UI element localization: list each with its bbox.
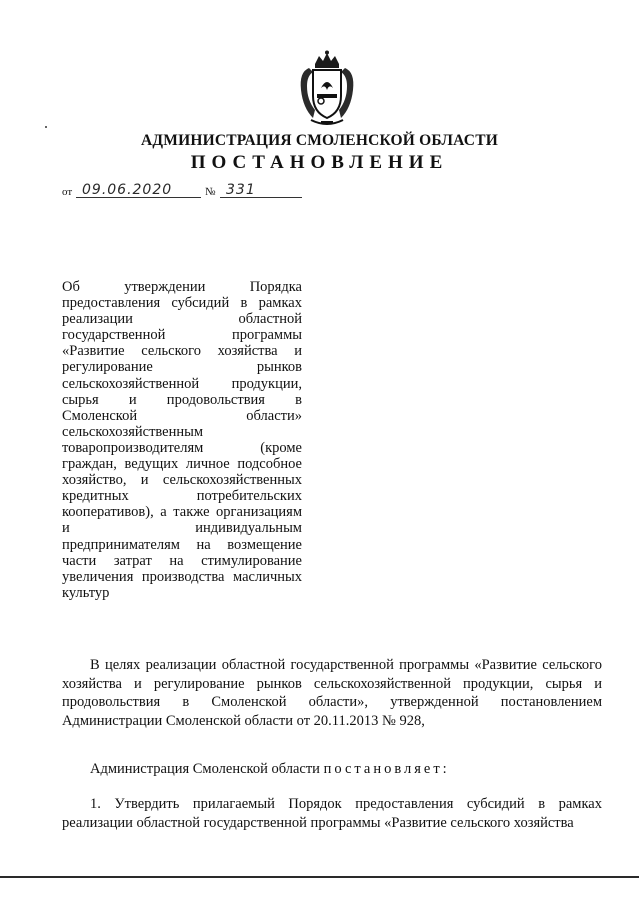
handwritten-number: 331 bbox=[226, 182, 256, 198]
subject-line: товаропроизводителям (кроме bbox=[62, 439, 302, 456]
subject-line: сельскохозяйственным bbox=[62, 423, 204, 440]
subject-line: сырья и продовольствия в bbox=[62, 391, 302, 408]
subject-line: хозяйство, и сельскохозяйственных bbox=[62, 472, 302, 489]
subject-line: увеличения производства масличных bbox=[62, 568, 302, 585]
scan-speck bbox=[45, 126, 47, 128]
subject-line: государственной программы bbox=[62, 327, 302, 344]
resolution-paragraph bbox=[62, 760, 602, 779]
subject-line: «Развитие сельского хозяйства и bbox=[62, 343, 302, 360]
subject-line: регулирование рынков bbox=[62, 359, 302, 376]
coat-of-arms-emblem bbox=[295, 50, 359, 126]
subject-line: и индивидуальным bbox=[62, 520, 302, 537]
subject-line: кредитных потребительских bbox=[62, 488, 302, 505]
date-prefix: от bbox=[62, 186, 73, 198]
handwritten-date: 09.06.2020 bbox=[82, 182, 173, 198]
document-subject bbox=[62, 279, 302, 601]
subject-line: предоставления субсидий в рамках bbox=[62, 295, 302, 312]
organization-name: АДМИНИСТРАЦИЯ СМОЛЕНСКОЙ ОБЛАСТИ bbox=[140, 132, 498, 149]
document-type-title: ПОСТАНОВЛЕНИЕ bbox=[190, 152, 449, 173]
subject-line: Об утверждении Порядка bbox=[62, 279, 302, 295]
subject-line: части затрат на стимулирование bbox=[62, 552, 302, 569]
item-1-paragraph: 1. Утвердить прилагаемый Порядок предоставления субсидий в рамках реализации областной государственной программы «Развитие сельского хозяйства bbox=[62, 796, 602, 831]
subject-line: кооперативов), а также организациям bbox=[62, 504, 302, 521]
subject-line: граждан, ведущих личное подсобное bbox=[62, 456, 302, 473]
subject-line: сельскохозяйственной продукции, bbox=[62, 375, 302, 392]
resolve-prefix: Администрация Смоленской области bbox=[90, 761, 320, 777]
subject-line: реализации областной bbox=[62, 311, 302, 328]
resolve-word: постановляет: bbox=[323, 761, 450, 777]
date-number-line bbox=[62, 180, 302, 202]
subject-line: культур bbox=[62, 584, 110, 601]
subject-line: предпринимателям на возмещение bbox=[62, 536, 302, 553]
number-prefix: № bbox=[205, 186, 216, 198]
subject-line: Смоленской области» bbox=[62, 407, 302, 424]
page-bottom-edge bbox=[0, 876, 639, 878]
preamble-paragraph: В целях реализации областной государственной программы «Развитие сельского хозяйства и регулирование рынков сельскохозяйственной продукции, сырья и продовольствия в Смоленской области», утвержденной постановлением Администрации Смоленской области от 20.11.2013 № 928, bbox=[62, 657, 602, 729]
